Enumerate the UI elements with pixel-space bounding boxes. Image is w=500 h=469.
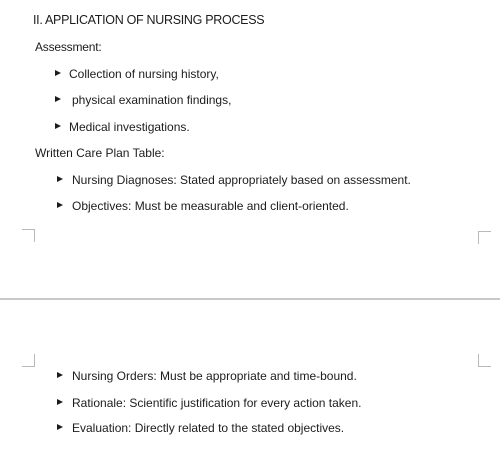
list-item-text: Collection of nursing history, (69, 67, 219, 81)
document-page-2 (0, 300, 500, 469)
arrow-bullet-icon (57, 202, 63, 208)
arrow-bullet-icon (57, 372, 63, 378)
assessment-label: Assessment: (35, 40, 102, 54)
list-item-text: Evaluation: Directly related to the stated objectives. (72, 421, 345, 435)
margin-corner-mark (478, 231, 491, 244)
arrow-bullet-icon (55, 123, 61, 129)
list-item-text: Nursing Diagnoses: Stated appropriately based on assessment. (72, 173, 411, 187)
list-item-text: Rationale: Scientific justification for every action taken. (72, 396, 362, 410)
margin-corner-mark (22, 354, 35, 367)
list-item-text: Objectives: Must be measurable and client-oriented. (72, 199, 349, 213)
care-plan-label: Written Care Plan Table: (35, 146, 165, 160)
arrow-bullet-icon (55, 70, 61, 76)
list-item-text: Medical investigations. (69, 120, 190, 134)
arrow-bullet-icon (55, 96, 61, 102)
section-heading: II. APPLICATION OF NURSING PROCESS (33, 13, 265, 27)
margin-corner-mark (478, 354, 491, 367)
list-item-text: Nursing Orders: Must be appropriate and time-bound. (72, 369, 357, 383)
arrow-bullet-icon (57, 424, 63, 430)
arrow-bullet-icon (57, 176, 63, 182)
list-item-text: physical examination findings, (72, 93, 232, 107)
arrow-bullet-icon (57, 399, 63, 405)
margin-corner-mark (22, 229, 35, 242)
